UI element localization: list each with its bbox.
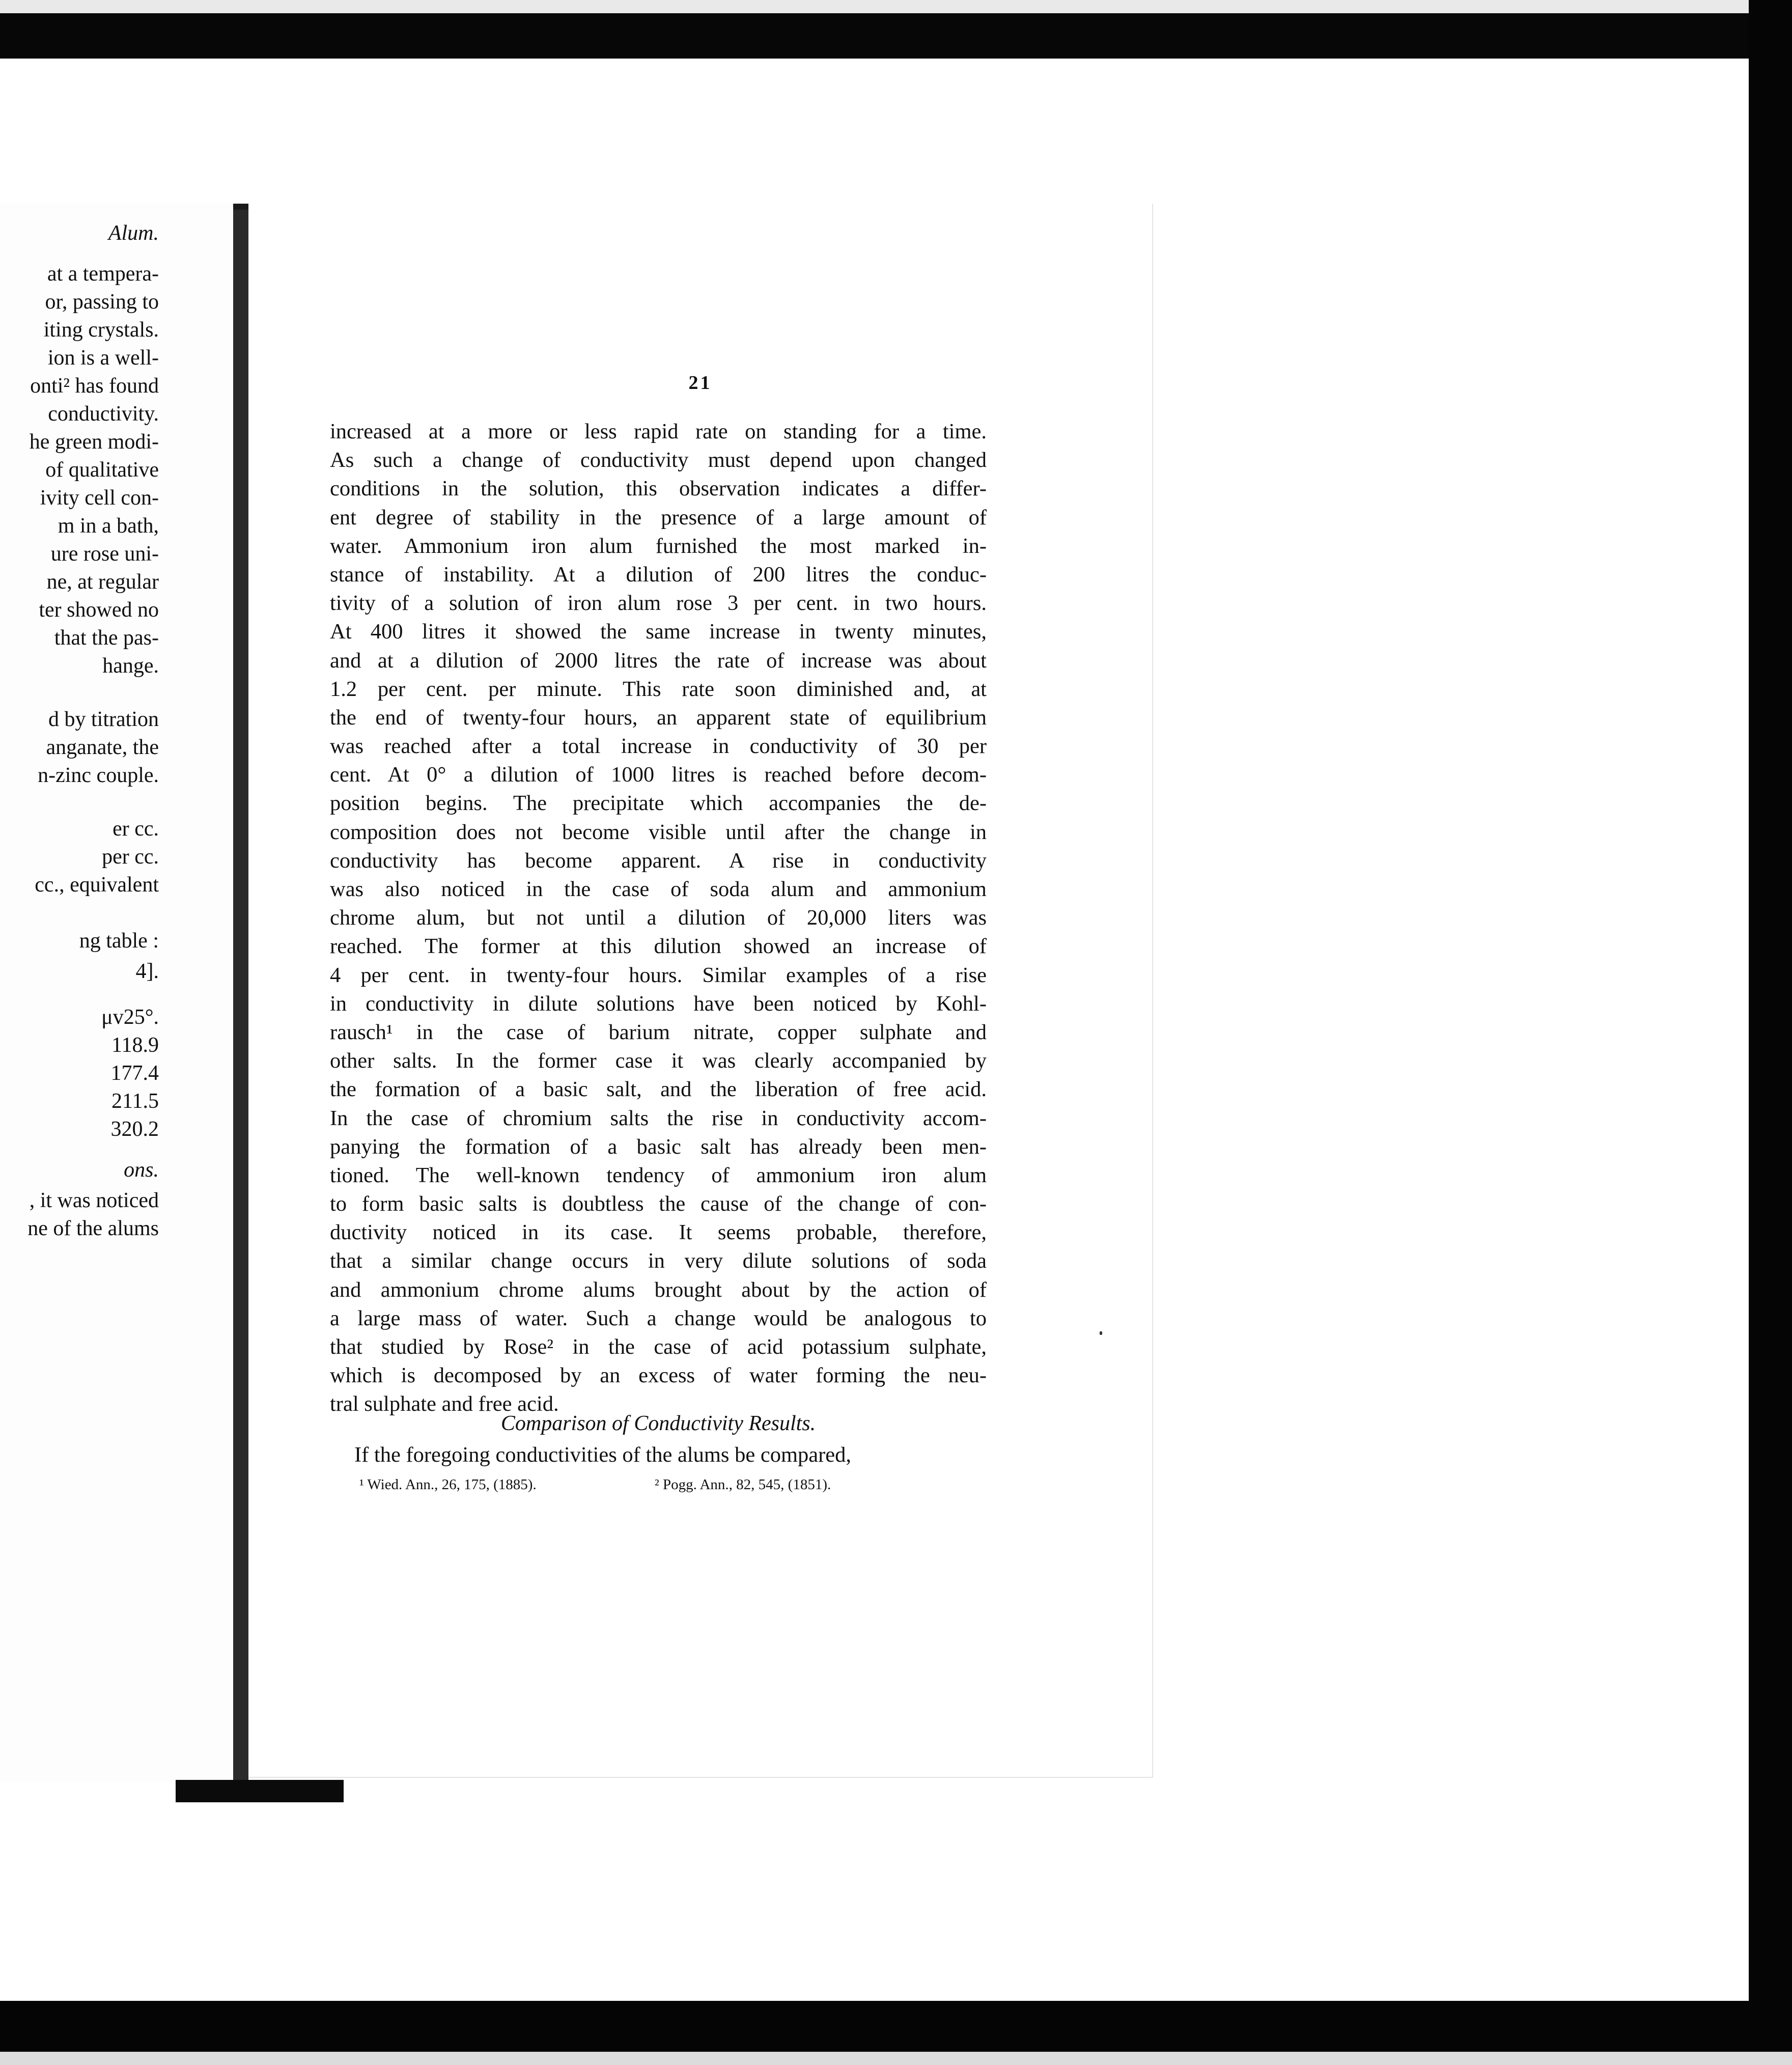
text-line: increased at a more or less rapid rate on standing for a time. bbox=[330, 420, 987, 443]
left-page-line: iting crystals. bbox=[43, 318, 159, 342]
closing-line: If the foregoing conductivities of the alums be compared, bbox=[354, 1443, 852, 1467]
left-page-line: of qualitative bbox=[45, 458, 159, 482]
text-line: panying the formation of a basic salt has already been men- bbox=[330, 1134, 987, 1159]
text-line: was reached after a total increase in conductivity of 30 per bbox=[330, 734, 987, 759]
text-line: position begins. The precipitate which accompanies the de- bbox=[330, 791, 987, 816]
text-line: a large mass of water. Such a change would be analogous to bbox=[330, 1306, 987, 1330]
previous-page-fragment bbox=[0, 204, 244, 1782]
text-line: cent. At 0° a dilution of 1000 litres is reached before decom- bbox=[330, 763, 987, 787]
text-line: As such a change of conductivity must depend upon changed bbox=[330, 448, 987, 472]
left-page-line: ons. bbox=[124, 1158, 159, 1182]
left-page-line: conductivity. bbox=[48, 402, 159, 426]
text-line: and at a dilution of 2000 litres the rate of increase was about bbox=[330, 648, 987, 673]
text-line: rausch¹ in the case of barium nitrate, copper sulphate and bbox=[330, 1020, 987, 1044]
left-page-line: per cc. bbox=[102, 845, 159, 869]
text-line: chrome alum, but not until a dilution of 20,000 liters was bbox=[330, 906, 987, 930]
section-heading: Comparison of Conductivity Results. bbox=[500, 1412, 816, 1435]
scan-border-top-edge bbox=[0, 0, 1792, 13]
left-page-line: ng table : bbox=[79, 929, 159, 953]
text-line: the formation of a basic salt, and the liberation of free acid. bbox=[330, 1077, 987, 1102]
left-page-line: 211.5 bbox=[111, 1090, 159, 1113]
left-page-line: d by titration bbox=[48, 708, 159, 731]
text-line: tral sulphate and free acid. bbox=[330, 1392, 559, 1416]
left-page-line: onti² has found bbox=[30, 374, 159, 398]
footnote-2: ² Pogg. Ann., 82, 545, (1851). bbox=[655, 1476, 831, 1493]
text-line: conductivity has become apparent. A rise in conductivity bbox=[330, 848, 987, 873]
left-page-line: 4]. bbox=[135, 960, 159, 983]
text-line: and ammonium chrome alums brought about by the action of bbox=[330, 1277, 987, 1302]
left-page-line: at a tempera- bbox=[47, 262, 159, 286]
text-line: in conductivity in dilute solutions have been noticed by Kohl- bbox=[330, 991, 987, 1016]
text-line: was also noticed in the case of soda alum and ammonium bbox=[330, 877, 987, 901]
text-line: ent degree of stability in the presence of a large amount of bbox=[330, 505, 987, 529]
left-page-line: ion is a well- bbox=[47, 346, 159, 370]
left-page-line: ure rose uni- bbox=[50, 542, 159, 566]
text-line: reached. The former at this dilution showed an increase of bbox=[330, 934, 987, 959]
footnotes bbox=[359, 1474, 1016, 1495]
text-line: At 400 litres it showed the same increase in twenty minutes, bbox=[330, 620, 987, 644]
scan-speck bbox=[1100, 1331, 1102, 1335]
left-page-line: ter showed no bbox=[39, 598, 159, 622]
left-page-line: ne, at regular bbox=[46, 570, 159, 594]
left-page-line: he green modi- bbox=[29, 430, 159, 454]
left-page-line: 320.2 bbox=[110, 1118, 159, 1141]
left-page-line: μv25°. bbox=[101, 1006, 159, 1029]
left-page-line: ivity cell con- bbox=[40, 486, 159, 510]
left-page-line: , it was noticed bbox=[29, 1189, 159, 1212]
text-line: stance of instability. At a dilution of 200 litres the conduc- bbox=[330, 562, 987, 587]
text-line: the end of twenty-four hours, an apparent state of equilibrium bbox=[330, 705, 987, 730]
footnote-1: ¹ Wied. Ann., 26, 175, (1885). bbox=[359, 1476, 537, 1493]
body-paragraph bbox=[330, 417, 987, 1419]
text-line: 4 per cent. in twenty-four hours. Similar examples of a rise bbox=[330, 963, 987, 987]
text-line: composition does not become visible until after the change in bbox=[330, 820, 987, 844]
text-line: that studied by Rose² in the case of acid potassium sulphate, bbox=[330, 1335, 987, 1359]
text-line: 1.2 per cent. per minute. This rate soon diminished and, at bbox=[330, 677, 987, 701]
text-line: In the case of chromium salts the rise in conductivity accom- bbox=[330, 1106, 987, 1130]
left-page-line: or, passing to bbox=[45, 290, 159, 314]
left-page-line: 177.4 bbox=[110, 1062, 159, 1085]
left-page-line: n-zinc couple. bbox=[38, 764, 159, 787]
left-page-line: 118.9 bbox=[111, 1034, 159, 1057]
left-page-line: that the pas- bbox=[54, 626, 159, 650]
scan-border-bottom-edge bbox=[0, 2052, 1792, 2065]
text-line: water. Ammonium iron alum furnished the most marked in- bbox=[330, 534, 987, 558]
text-line: tioned. The well-known tendency of ammonium iron alum bbox=[330, 1163, 987, 1187]
left-page-line: ne of the alums bbox=[27, 1217, 159, 1240]
scan-border-right bbox=[1749, 0, 1792, 2065]
left-page-line: er cc. bbox=[113, 817, 159, 841]
page-number: 21 bbox=[688, 372, 712, 394]
text-line: that a similar change occurs in very dilute solutions of soda bbox=[330, 1249, 987, 1273]
text-line: other salts. In the former case it was clearly accompanied by bbox=[330, 1049, 987, 1073]
book-page bbox=[248, 204, 1153, 1778]
left-page-line: hange. bbox=[102, 654, 159, 678]
left-page-line: anganate, the bbox=[46, 736, 159, 759]
text-line: ductivity noticed in its case. It seems probable, therefore, bbox=[330, 1220, 987, 1245]
binding-bottom-edge bbox=[176, 1780, 344, 1802]
left-page-line: m in a bath, bbox=[58, 514, 159, 538]
book-spine bbox=[233, 204, 248, 1782]
text-line: conditions in the solution, this observation indicates a differ- bbox=[330, 477, 987, 501]
left-page-line: cc., equivalent bbox=[35, 873, 159, 897]
closing-paragraph bbox=[330, 1441, 987, 1469]
text-line: which is decomposed by an excess of water forming the neu- bbox=[330, 1363, 987, 1388]
text-line: tivity of a solution of iron alum rose 3 per cent. in two hours. bbox=[330, 591, 987, 616]
left-page-line: Alum. bbox=[108, 221, 159, 245]
text-line: to form basic salts is doubtless the cause of the change of con- bbox=[330, 1192, 987, 1216]
